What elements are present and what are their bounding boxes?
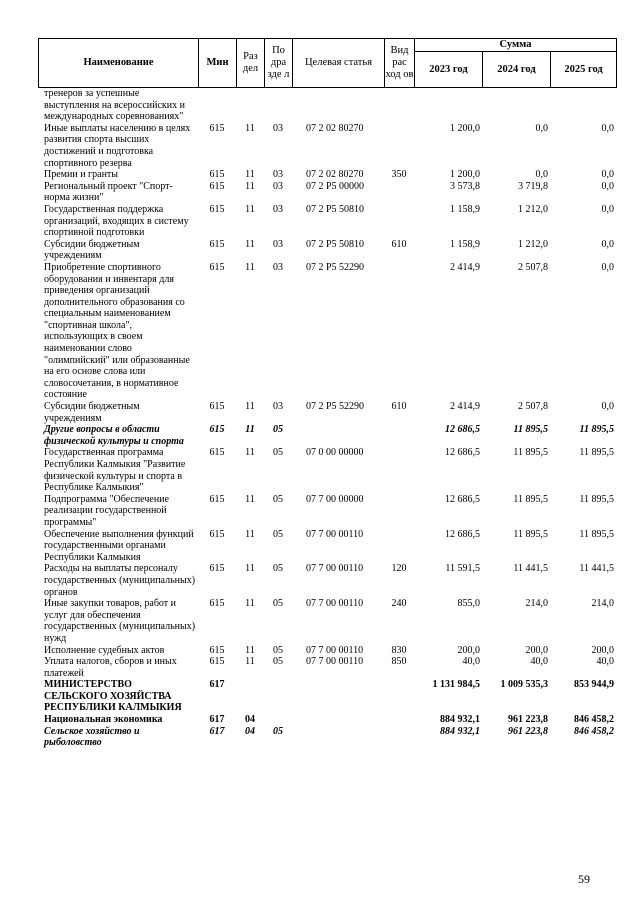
sum-2024-cell: 0,0 [535, 122, 548, 134]
table-row [38, 262, 616, 401]
page-number: 59 [578, 872, 590, 886]
name-cell: Премии и гранты [44, 169, 119, 181]
sum-2023-cell: 884 932,1 [440, 725, 480, 737]
name-cell: Обеспечение выполнения функций государственными органами Республики Калмыкия [44, 528, 194, 563]
sum-2024-cell: 11 441,5 [513, 563, 548, 575]
table-row [38, 204, 616, 239]
razdel-cell: 11 [245, 563, 255, 575]
table-row [38, 714, 616, 726]
podrazdel-cell: 05 [273, 493, 283, 505]
vid-cell [384, 494, 414, 529]
sum-2024-cell: 11 895,5 [513, 424, 548, 436]
sum-2025-cell: 0,0 [601, 238, 614, 250]
header-razdel: Раз дел [237, 39, 265, 88]
target-cell: 07 2 P5 52290 [306, 401, 365, 413]
sum-2025-cell: 0,0 [601, 180, 614, 192]
vid-cell [384, 123, 414, 169]
vid-cell [384, 424, 414, 447]
sum-2024-cell: 11 895,5 [513, 528, 548, 540]
table-row [38, 401, 616, 424]
sum-2025-cell [550, 88, 616, 123]
razdel-cell: 11 [245, 122, 255, 134]
min-cell: 617 [209, 725, 225, 737]
sum-2024-cell: 2 507,8 [518, 261, 548, 273]
name-cell: тренеров за успешные выступления на всероссийских и международных соревнованиях" [44, 88, 185, 123]
sum-2024-cell: 1 212,0 [518, 203, 548, 215]
name-cell: Подпрограмма "Обеспечение реализации государственной программы" [44, 493, 169, 528]
name-cell: Другие вопросы в области физической культуры и спорта [44, 424, 184, 447]
target-cell: 07 7 00 00110 [306, 644, 364, 656]
sum-2024-cell: 11 895,5 [513, 447, 548, 459]
table-row [38, 169, 616, 181]
name-cell: Приобретение спортивного оборудования и инвентаря для приведения организаций дополнительного образования со специальным наименованием "спортивная школа", использующих в своем наименовании слово "олимпийский" или образованные на его основе слова или словосочетания, в нормативное состояние [44, 261, 190, 401]
min-cell: 617 [209, 679, 225, 691]
sum-2024-cell: 200,0 [525, 644, 548, 656]
vid-cell [384, 204, 414, 239]
razdel-cell: 11 [245, 401, 255, 413]
sum-2024-cell [482, 88, 550, 123]
target-cell: 07 2 P5 50810 [306, 203, 365, 215]
sum-2023-cell: 3 573,8 [450, 180, 480, 192]
vid-cell [384, 529, 414, 564]
table-row [38, 563, 616, 598]
vid-cell: 240 [391, 598, 407, 610]
min-cell: 615 [209, 180, 225, 192]
table-row [38, 656, 616, 679]
target-cell: 07 7 00 00110 [306, 598, 364, 610]
target-cell: 07 2 P5 50810 [306, 238, 365, 250]
name-cell: Расходы на выплаты персоналу государственных (муниципальных) органов [44, 563, 196, 598]
header-2025: 2025 год [551, 52, 617, 88]
sum-2025-cell: 846 458,2 [574, 714, 614, 726]
razdel-cell: 11 [245, 447, 255, 459]
target-cell: 07 2 02 80270 [306, 169, 364, 181]
name-cell: Национальная экономика [44, 714, 163, 726]
name-cell: МИНИСТЕРСТВО СЕЛЬСКОГО ХОЗЯЙСТВА РЕСПУБЛИКИ КАЛМЫКИЯ [44, 679, 182, 714]
podrazdel-cell [264, 679, 292, 714]
sum-2023-cell: 12 686,5 [445, 424, 480, 436]
sum-2025-cell: 853 944,9 [574, 679, 614, 691]
table-row [38, 447, 616, 493]
min-cell: 615 [209, 261, 225, 273]
sum-2025-cell: 0,0 [601, 169, 614, 181]
razdel-cell: 04 [245, 725, 255, 737]
sum-2025-cell: 40,0 [596, 656, 614, 668]
min-cell: 615 [209, 493, 225, 505]
sum-2024-cell: 0,0 [535, 169, 548, 181]
sum-2025-cell: 0,0 [601, 203, 614, 215]
podrazdel-cell: 03 [273, 401, 283, 413]
min-cell [198, 88, 236, 123]
sum-2024-cell: 961 223,8 [508, 714, 548, 726]
sum-2024-cell: 40,0 [530, 656, 548, 668]
name-cell: Уплата налогов, сборов и иных платежей [44, 656, 177, 679]
header-name: Наименование [39, 39, 199, 88]
header-2024: 2024 год [483, 52, 551, 88]
razdel-cell: 11 [245, 598, 255, 610]
razdel-cell: 04 [245, 714, 255, 726]
podrazdel-cell: 05 [273, 424, 283, 436]
podrazdel-cell: 05 [273, 563, 283, 575]
razdel-cell: 11 [245, 656, 255, 668]
sum-2024-cell: 1 009 535,3 [500, 679, 548, 691]
table-row [38, 679, 616, 714]
razdel-cell: 11 [245, 261, 255, 273]
target-cell: 07 2 P5 00000 [306, 180, 365, 192]
razdel-cell: 11 [245, 493, 255, 505]
table-row [38, 598, 616, 644]
target-cell: 07 7 00 00110 [306, 563, 364, 575]
min-cell: 615 [209, 424, 225, 436]
table-row [38, 645, 616, 657]
header-target: Целевая статья [293, 39, 385, 88]
name-cell: Субсидии бюджетным учреждениям [44, 401, 140, 424]
name-cell: Региональный проект "Спорт-норма жизни" [44, 180, 173, 204]
razdel-cell [236, 679, 264, 714]
sum-2024-cell: 1 212,0 [518, 238, 548, 250]
razdel-cell: 11 [245, 424, 255, 436]
podrazdel-cell: 05 [273, 656, 283, 668]
sum-2024-cell: 2 507,8 [518, 401, 548, 413]
sum-2025-cell: 214,0 [591, 598, 614, 610]
target-cell: 07 2 P5 52290 [306, 261, 365, 273]
table-row [38, 181, 616, 204]
table-row [38, 726, 616, 749]
vid-cell [384, 88, 414, 123]
min-cell: 615 [209, 656, 225, 668]
name-cell: Иные закупки товаров, работ и услуг для обеспечения государственных (муниципальных) нужд [44, 598, 196, 644]
sum-2025-cell: 11 895,5 [579, 493, 614, 505]
sum-2023-cell: 1 158,9 [450, 238, 480, 250]
min-cell: 615 [209, 401, 225, 413]
name-cell: Иные выплаты населению в целях развития спорта высших достижений и подготовка спортивного резерва [44, 122, 191, 169]
table-row [38, 239, 616, 262]
sum-2025-cell: 200,0 [591, 644, 614, 656]
table-row [38, 123, 616, 169]
table-row [38, 494, 616, 529]
vid-cell [384, 714, 414, 726]
table-body [38, 88, 616, 749]
podrazdel-cell: 05 [273, 447, 283, 459]
sum-2024-cell: 11 895,5 [513, 493, 548, 505]
vid-cell [384, 679, 414, 714]
min-cell: 615 [209, 528, 225, 540]
podrazdel-cell: 05 [273, 598, 283, 610]
sum-2023-cell: 11 591,5 [445, 563, 480, 575]
razdel-cell: 11 [245, 644, 255, 656]
razdel-cell: 11 [245, 528, 255, 540]
sum-2025-cell: 11 895,5 [579, 447, 614, 459]
sum-2023-cell: 12 686,5 [445, 493, 480, 505]
min-cell: 615 [209, 644, 225, 656]
header-min: Мин [199, 39, 237, 88]
sum-2023-cell: 40,0 [462, 656, 480, 668]
min-cell: 615 [209, 598, 225, 610]
sum-2023-cell: 1 200,0 [450, 122, 480, 134]
sum-2025-cell: 0,0 [601, 261, 614, 273]
razdel-cell: 11 [245, 169, 255, 181]
table-header [38, 38, 617, 88]
target-cell: 07 7 00 00110 [306, 656, 364, 668]
min-cell: 615 [209, 122, 225, 134]
razdel-cell: 11 [245, 238, 255, 250]
sum-2025-cell: 11 441,5 [579, 563, 614, 575]
vid-cell: 610 [391, 238, 407, 250]
podrazdel-cell: 05 [273, 725, 283, 737]
header-sum: Сумма [415, 39, 617, 52]
podrazdel-cell [264, 88, 292, 123]
podrazdel-cell [264, 714, 292, 726]
sum-2023-cell: 2 414,9 [450, 401, 480, 413]
target-cell [292, 88, 384, 123]
table-row [38, 88, 616, 123]
target-cell: 07 7 00 00000 [306, 493, 364, 505]
sum-2023-cell: 200,0 [457, 644, 480, 656]
sum-2023-cell: 884 932,1 [440, 714, 480, 726]
target-cell [292, 726, 384, 749]
sum-2023-cell: 855,0 [457, 598, 480, 610]
table-row [38, 424, 616, 447]
sum-2023-cell: 2 414,9 [450, 261, 480, 273]
sum-2023-cell: 1 200,0 [450, 169, 480, 181]
min-cell: 615 [209, 238, 225, 250]
name-cell: Исполнение судебных актов [44, 644, 165, 656]
podrazdel-cell: 05 [273, 644, 283, 656]
vid-cell [384, 181, 414, 204]
podrazdel-cell: 03 [273, 180, 283, 192]
vid-cell [384, 726, 414, 749]
min-cell: 615 [209, 563, 225, 575]
header-vid: Вид рас ход ов [385, 39, 415, 88]
sum-2023-cell: 12 686,5 [445, 447, 480, 459]
vid-cell: 120 [391, 563, 407, 575]
sum-2025-cell: 0,0 [601, 401, 614, 413]
sum-2024-cell: 214,0 [525, 598, 548, 610]
podrazdel-cell: 03 [273, 122, 283, 134]
sum-2025-cell: 11 895,5 [579, 528, 614, 540]
target-cell [292, 714, 384, 726]
min-cell: 615 [209, 447, 225, 459]
vid-cell [384, 262, 414, 401]
header-podrazdel: По дра зде л [265, 39, 293, 88]
podrazdel-cell: 03 [273, 203, 283, 215]
sum-2023-cell: 1 131 984,5 [432, 679, 480, 691]
target-cell: 07 2 02 80270 [306, 122, 364, 134]
header-2023: 2023 год [415, 52, 483, 88]
vid-cell [384, 447, 414, 493]
sum-2025-cell: 846 458,2 [574, 725, 614, 737]
min-cell: 615 [209, 169, 225, 181]
sum-2024-cell: 961 223,8 [508, 725, 548, 737]
razdel-cell: 11 [245, 180, 255, 192]
vid-cell: 610 [391, 401, 407, 413]
podrazdel-cell: 05 [273, 528, 283, 540]
target-cell [292, 424, 384, 447]
sum-2023-cell [414, 88, 482, 123]
vid-cell: 830 [391, 644, 407, 656]
min-cell: 617 [209, 714, 225, 726]
target-cell [292, 679, 384, 714]
podrazdel-cell: 03 [273, 238, 283, 250]
razdel-cell: 11 [245, 203, 255, 215]
min-cell: 615 [209, 203, 225, 215]
sum-2025-cell: 11 895,5 [579, 424, 614, 436]
sum-2023-cell: 12 686,5 [445, 528, 480, 540]
document-page [38, 38, 616, 749]
name-cell: Государственная поддержка организаций, входящих в систему спортивной подготовки [44, 203, 189, 239]
name-cell: Государственная программа Республики Калмыкия "Развитие физической культуры и спорта в Республике Калмыкия" [44, 447, 186, 494]
razdel-cell [236, 88, 264, 123]
target-cell: 07 7 00 00110 [306, 528, 364, 540]
target-cell: 07 0 00 00000 [306, 447, 364, 459]
vid-cell: 850 [391, 656, 407, 668]
podrazdel-cell: 03 [273, 261, 283, 273]
sum-2023-cell: 1 158,9 [450, 203, 480, 215]
table-row [38, 529, 616, 564]
name-cell: Субсидии бюджетным учреждениям [44, 238, 140, 262]
sum-2024-cell: 3 719,8 [518, 180, 548, 192]
sum-2025-cell: 0,0 [601, 122, 614, 134]
name-cell: Сельское хозяйство и рыболовство [44, 725, 140, 749]
vid-cell: 350 [391, 169, 407, 181]
podrazdel-cell: 03 [273, 169, 283, 181]
